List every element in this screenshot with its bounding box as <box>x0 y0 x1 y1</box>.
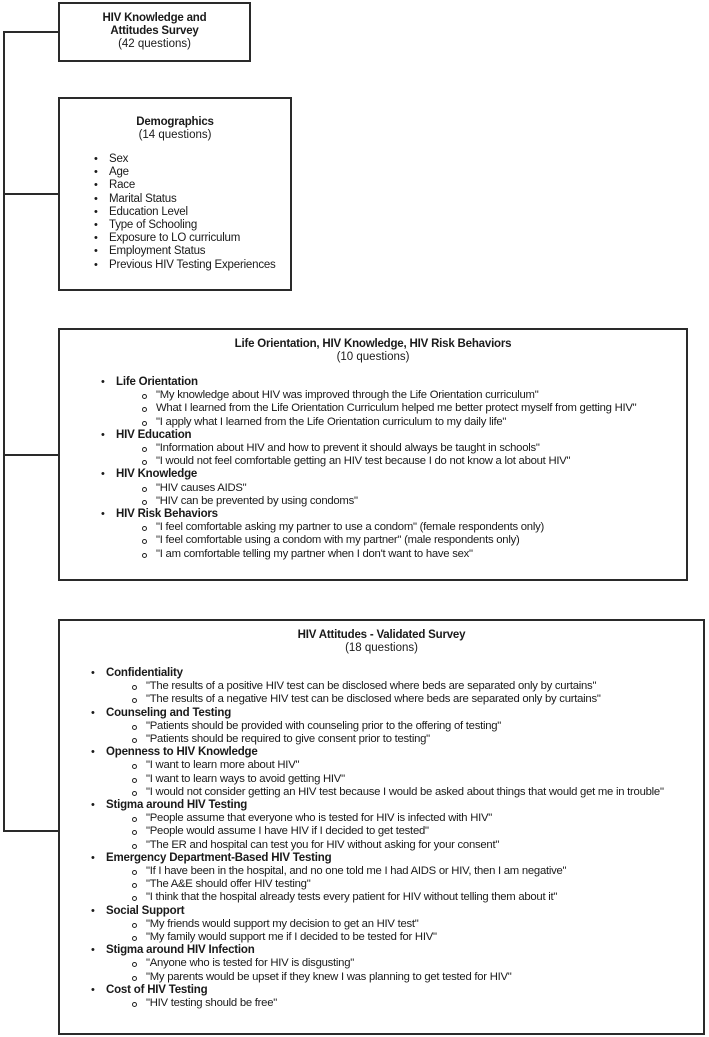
question-item: "People assume that everyone who is tested for HIV is infected with HIV" <box>146 812 703 825</box>
question-list <box>106 720 703 746</box>
life-orientation-box <box>58 328 688 581</box>
category-item <box>106 667 703 707</box>
connector-demographics <box>3 193 59 195</box>
question-item: "People would assume I have HIV if I decided to get tested" <box>146 825 703 838</box>
category-item <box>116 508 686 561</box>
root-survey-box <box>58 2 251 62</box>
category-item <box>106 746 703 799</box>
category-label: Life Orientation <box>116 376 198 388</box>
question-item: "I apply what I learned from the Life Orientation curriculum to my daily life" <box>156 416 686 429</box>
category-item <box>106 852 703 905</box>
demographic-item: • Marital Status <box>109 193 290 206</box>
category-item <box>106 944 703 984</box>
question-item: "My family would support me if I decided to be tested for HIV" <box>146 931 703 944</box>
demographics-count: (14 questions) <box>138 129 212 141</box>
question-item: "HIV testing should be free" <box>146 997 703 1010</box>
demographic-item: • Type of Schooling <box>109 219 290 232</box>
demographic-item: • Age <box>109 166 290 179</box>
category-label: Openness to HIV Knowledge <box>106 746 258 759</box>
question-item: "I want to learn ways to avoid getting HIV" <box>146 773 703 786</box>
life-orientation-title: Life Orientation, HIV Knowledge, HIV Risk Behaviors <box>234 338 512 350</box>
category-item <box>106 707 703 747</box>
demographics-title: Demographics <box>136 116 214 128</box>
category-item <box>116 468 686 508</box>
attitudes-box <box>58 619 705 1035</box>
question-item: "The results of a positive HIV test can be disclosed where beds are separated only by curtains" <box>146 680 703 693</box>
question-list <box>106 680 703 706</box>
question-item: "Information about HIV and how to prevent it should always be taught in schools" <box>156 442 686 455</box>
category-label: Social Support <box>106 904 185 917</box>
question-list <box>106 812 703 852</box>
question-list <box>116 482 686 508</box>
question-item: "The results of a negative HIV test can be disclosed where beds are separated only by curtains" <box>146 693 703 706</box>
category-label: Confidentiality <box>106 667 183 679</box>
demographics-list <box>60 153 290 272</box>
question-item: "My parents would be upset if they knew I was planning to get tested for HIV" <box>146 971 703 984</box>
category-item <box>116 376 686 429</box>
category-item <box>106 799 703 852</box>
category-item <box>106 984 703 1010</box>
question-list <box>106 759 703 799</box>
root-title-line2: Attitudes Survey <box>110 25 199 37</box>
question-item: "The ER and hospital can test you for HIV without asking for your consent" <box>146 839 703 852</box>
question-list <box>116 521 686 561</box>
demographic-item: • Exposure to LO curriculum <box>109 232 290 245</box>
question-item: "Patients should be provided with counseling prior to the offering of testing" <box>146 720 703 733</box>
question-item: "HIV causes AIDS" <box>156 482 686 495</box>
category-label: Stigma around HIV Infection <box>106 944 255 957</box>
connector-root <box>3 31 59 33</box>
life-orientation-count: (10 questions) <box>336 351 410 363</box>
question-item: "I am comfortable telling my partner when I don't want to have sex" <box>156 548 686 561</box>
question-item: "I would not feel comfortable getting an HIV test because I do not know a lot about HIV" <box>156 455 686 468</box>
category-item <box>106 905 703 945</box>
question-list <box>106 918 703 944</box>
question-item: "Patients should be required to give consent prior to testing" <box>146 733 703 746</box>
question-item: "My knowledge about HIV was improved through the Life Orientation curriculum" <box>156 389 686 402</box>
connector-vertical <box>3 31 5 832</box>
category-label: Stigma around HIV Testing <box>106 799 248 812</box>
demographic-item: • Race <box>109 179 290 192</box>
question-item: What I learned from the Life Orientation Curriculum helped me better protect myself from getting HIV" <box>156 402 686 415</box>
life-orientation-list <box>60 376 686 561</box>
demographic-item: • Sex <box>109 153 290 166</box>
category-label: Emergency Department-Based HIV Testing <box>106 851 332 864</box>
question-item: "I feel comfortable asking my partner to use a condom" (female respondents only) <box>156 521 686 534</box>
root-title-line1: HIV Knowledge and <box>102 12 207 24</box>
question-list <box>116 389 686 429</box>
question-item: "I feel comfortable using a condom with my partner" (male respondents only) <box>156 534 686 547</box>
category-label: Counseling and Testing <box>106 706 232 719</box>
question-item: "Anyone who is tested for HIV is disgusting" <box>146 957 703 970</box>
question-item: "I think that the hospital already tests every patient for HIV without telling them about it" <box>146 891 703 904</box>
question-list <box>106 997 703 1010</box>
question-item: "I want to learn more about HIV" <box>146 759 703 772</box>
category-label: Cost of HIV Testing <box>106 983 208 996</box>
demographic-item: • Education Level <box>109 206 290 219</box>
category-label: HIV Knowledge <box>116 468 198 481</box>
demographics-box <box>58 97 292 291</box>
question-item: "My friends would support my decision to get an HIV test" <box>146 918 703 931</box>
question-item: "If I have been in the hospital, and no one told me I had AIDS or HIV, then I am negative" <box>146 865 703 878</box>
attitudes-list <box>60 667 703 1010</box>
question-list <box>116 442 686 468</box>
demographic-item: • Employment Status <box>109 245 290 258</box>
connector-attitudes <box>3 830 59 832</box>
category-item <box>116 429 686 469</box>
category-label: HIV Risk Behaviors <box>116 508 218 521</box>
question-item: "The A&E should offer HIV testing" <box>146 878 703 891</box>
question-item: "I would not consider getting an HIV test because I would be asked about things that would get me in trouble" <box>146 786 703 799</box>
question-list <box>106 957 703 983</box>
root-count: (42 questions) <box>118 38 191 50</box>
connector-life-orientation <box>3 454 59 456</box>
question-item: "HIV can be prevented by using condoms" <box>156 495 686 508</box>
attitudes-title: HIV Attitudes - Validated Survey <box>297 629 466 641</box>
question-list <box>106 865 703 905</box>
attitudes-count: (18 questions) <box>345 642 418 654</box>
demographic-item: • Previous HIV Testing Experiences <box>109 259 290 272</box>
category-label: HIV Education <box>116 428 192 441</box>
